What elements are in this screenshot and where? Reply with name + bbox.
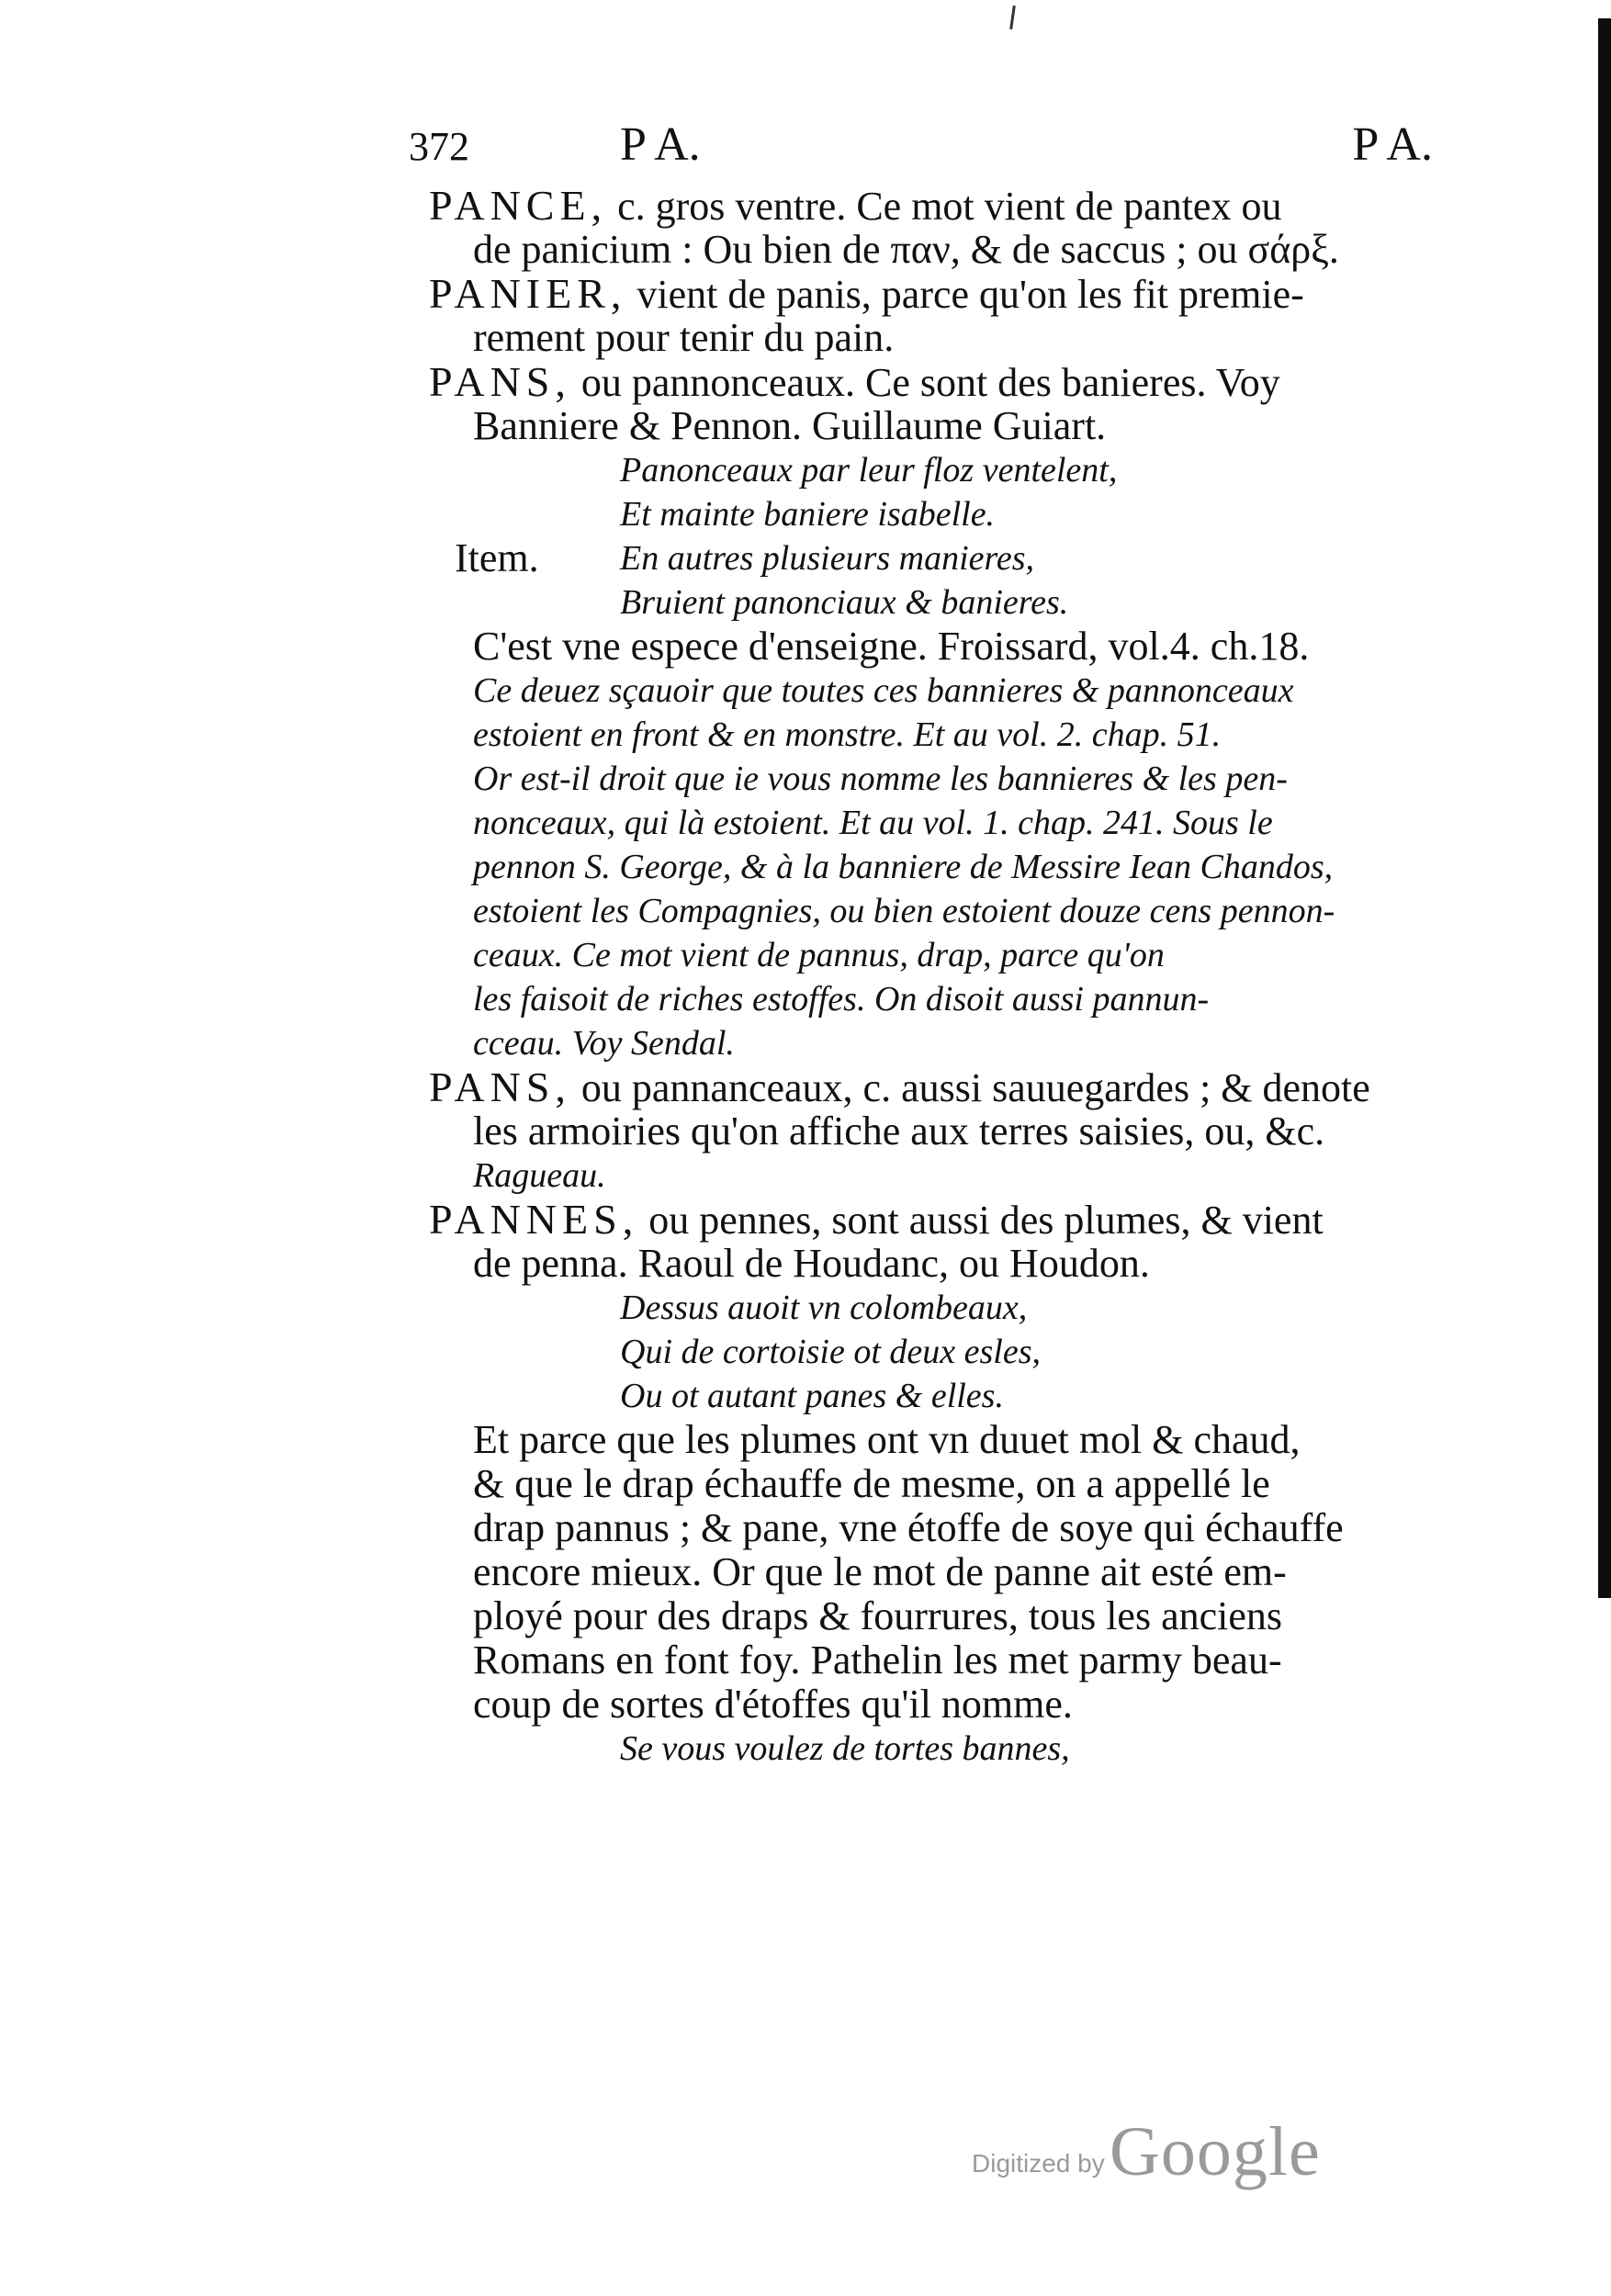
- line-text: Et parce que les plumes ont vn duuet mol & chaud,: [473, 1417, 1301, 1462]
- text-line: [409, 536, 1437, 580]
- text-line: [409, 1550, 1437, 1594]
- text-line: [409, 845, 1437, 889]
- text-line: [409, 1065, 1437, 1109]
- text-line: [409, 1727, 1437, 1771]
- line-text: ou pannanceaux, c. aussi sauuegardes ; & denote: [570, 1065, 1370, 1110]
- dictionary-entry: [409, 1198, 1437, 1771]
- line-text: coup de sortes d'étoffes qu'il nomme.: [473, 1682, 1073, 1727]
- text-line: [409, 228, 1437, 272]
- text-line: [409, 1374, 1437, 1418]
- line-text: encore mieux. Or que le mot de panne ait esté em-: [473, 1549, 1287, 1594]
- headword: PANS,: [429, 358, 571, 405]
- text-line: [409, 713, 1437, 757]
- line-text: Or est-il droit que ie vous nomme les bannieres & les pen-: [473, 760, 1288, 798]
- text-line: [409, 933, 1437, 977]
- text-line: [409, 1462, 1437, 1506]
- line-text: Ce deuez sçauoir que toutes ces bannieres & pannonceaux: [473, 671, 1294, 710]
- text-line: [409, 580, 1437, 625]
- text-line: [409, 889, 1437, 933]
- line-text: vient de panis, parce qu'on les fit premie-: [626, 272, 1304, 317]
- text-line: [409, 492, 1437, 536]
- text-line: [409, 757, 1437, 801]
- text-line: [409, 625, 1437, 669]
- text-line: [409, 1242, 1437, 1286]
- line-text: de panicium : Ou bien de παν, & de saccus ; ou σάρξ.: [473, 227, 1339, 272]
- text-line: [409, 360, 1437, 404]
- dictionary-text: [409, 184, 1437, 1771]
- line-text: ou pannonceaux. Ce sont des banieres. Voy: [570, 360, 1280, 405]
- line-text: Ou ot autant panes & elles.: [620, 1377, 1004, 1415]
- text-line: [409, 1506, 1437, 1550]
- line-text: Romans en font foy. Pathelin les met parmy beau-: [473, 1638, 1282, 1683]
- scan-edge-shadow: [1598, 18, 1611, 1598]
- line-text: estoient les Compagnies, ou bien estoient douze cens pennon-: [473, 892, 1335, 930]
- line-text: ployé pour des draps & fourrures, tous les anciens: [473, 1593, 1283, 1638]
- running-head-left: P A.: [620, 118, 701, 171]
- text-line: [409, 801, 1437, 845]
- text-line: [409, 1154, 1437, 1198]
- headword: PANCE,: [429, 182, 608, 229]
- line-text: c. gros ventre. Ce mot vient de pantex ou: [607, 184, 1282, 229]
- line-text: Ragueau.: [473, 1156, 606, 1195]
- line-text: Se vous voulez de tortes bannes,: [620, 1729, 1070, 1768]
- text-line: [409, 977, 1437, 1021]
- line-text: C'est vne espece d'enseigne. Froissard, vol.4. ch.18.: [473, 624, 1310, 669]
- text-line: [409, 184, 1437, 228]
- text-line: [409, 448, 1437, 492]
- text-line: [409, 1198, 1437, 1242]
- line-text: drap pannus ; & pane, vne étoffe de soye qui échauffe: [473, 1505, 1344, 1550]
- text-line: [409, 1638, 1437, 1683]
- headword: PANNES,: [429, 1196, 639, 1243]
- item-label: Item.: [455, 535, 539, 580]
- page-number: 372: [409, 124, 469, 169]
- text-line: [409, 1594, 1437, 1638]
- line-text: estoient en front & en monstre. Et au vol. 2. chap. 51.: [473, 715, 1222, 754]
- line-text: Bruient panonciaux & banieres.: [620, 583, 1069, 622]
- line-text: les armoiries qu'on affiche aux terres saisies, ou, &c.: [473, 1109, 1325, 1154]
- line-text: & que le drap échauffe de mesme, on a appellé le: [473, 1461, 1270, 1506]
- line-text: Qui de cortoisie ot deux esles,: [620, 1333, 1042, 1371]
- text-line: [409, 669, 1437, 713]
- line-text: Dessus auoit vn colombeaux,: [620, 1289, 1028, 1327]
- dictionary-entry: [409, 184, 1437, 272]
- text-line: [409, 1330, 1437, 1374]
- line-text: ou pennes, sont aussi des plumes, & vient: [638, 1198, 1324, 1243]
- line-text: ceaux. Ce mot vient de pannus, drap, parce qu'on: [473, 936, 1165, 974]
- scan-tick-mark: [1009, 6, 1016, 29]
- text-line: [409, 272, 1437, 316]
- text-line: [409, 1286, 1437, 1330]
- line-text: de penna. Raoul de Houdanc, ou Houdon.: [473, 1241, 1150, 1286]
- dictionary-entry: [409, 1065, 1437, 1198]
- page-header: [409, 118, 1433, 182]
- text-line: [409, 1683, 1437, 1727]
- headword: PANS,: [429, 1064, 571, 1110]
- line-text: nonceaux, qui là estoient. Et au vol. 1. chap. 241. Sous le: [473, 804, 1273, 842]
- text-line: [409, 1109, 1437, 1154]
- line-text: Et mainte baniere isabelle.: [620, 495, 996, 534]
- line-text: rement pour tenir du pain.: [473, 315, 895, 360]
- line-text: pennon S. George, & à la banniere de Messire Iean Chandos,: [473, 848, 1334, 886]
- text-line: [409, 316, 1437, 360]
- text-line: [409, 1418, 1437, 1462]
- dictionary-entry: [409, 360, 1437, 1065]
- line-text: Panonceaux par leur floz ventelent,: [620, 451, 1118, 490]
- line-text: les faisoit de riches estoffes. On disoit aussi pannun-: [473, 980, 1210, 1019]
- line-text: En autres plusieurs manieres,: [620, 539, 1035, 578]
- text-line: [409, 1021, 1437, 1065]
- text-line: [409, 404, 1437, 448]
- line-text: cceau. Voy Sendal.: [473, 1024, 735, 1063]
- dictionary-entry: [409, 272, 1437, 360]
- headword: PANIER,: [429, 270, 627, 317]
- google-logo: Google: [1110, 2113, 1321, 2190]
- line-text: Banniere & Pennon. Guillaume Guiart.: [473, 403, 1107, 448]
- running-head-right: P A.: [1352, 118, 1433, 171]
- digitized-by-label: Digitized by: [972, 2149, 1105, 2178]
- digitization-watermark: [972, 2112, 1321, 2195]
